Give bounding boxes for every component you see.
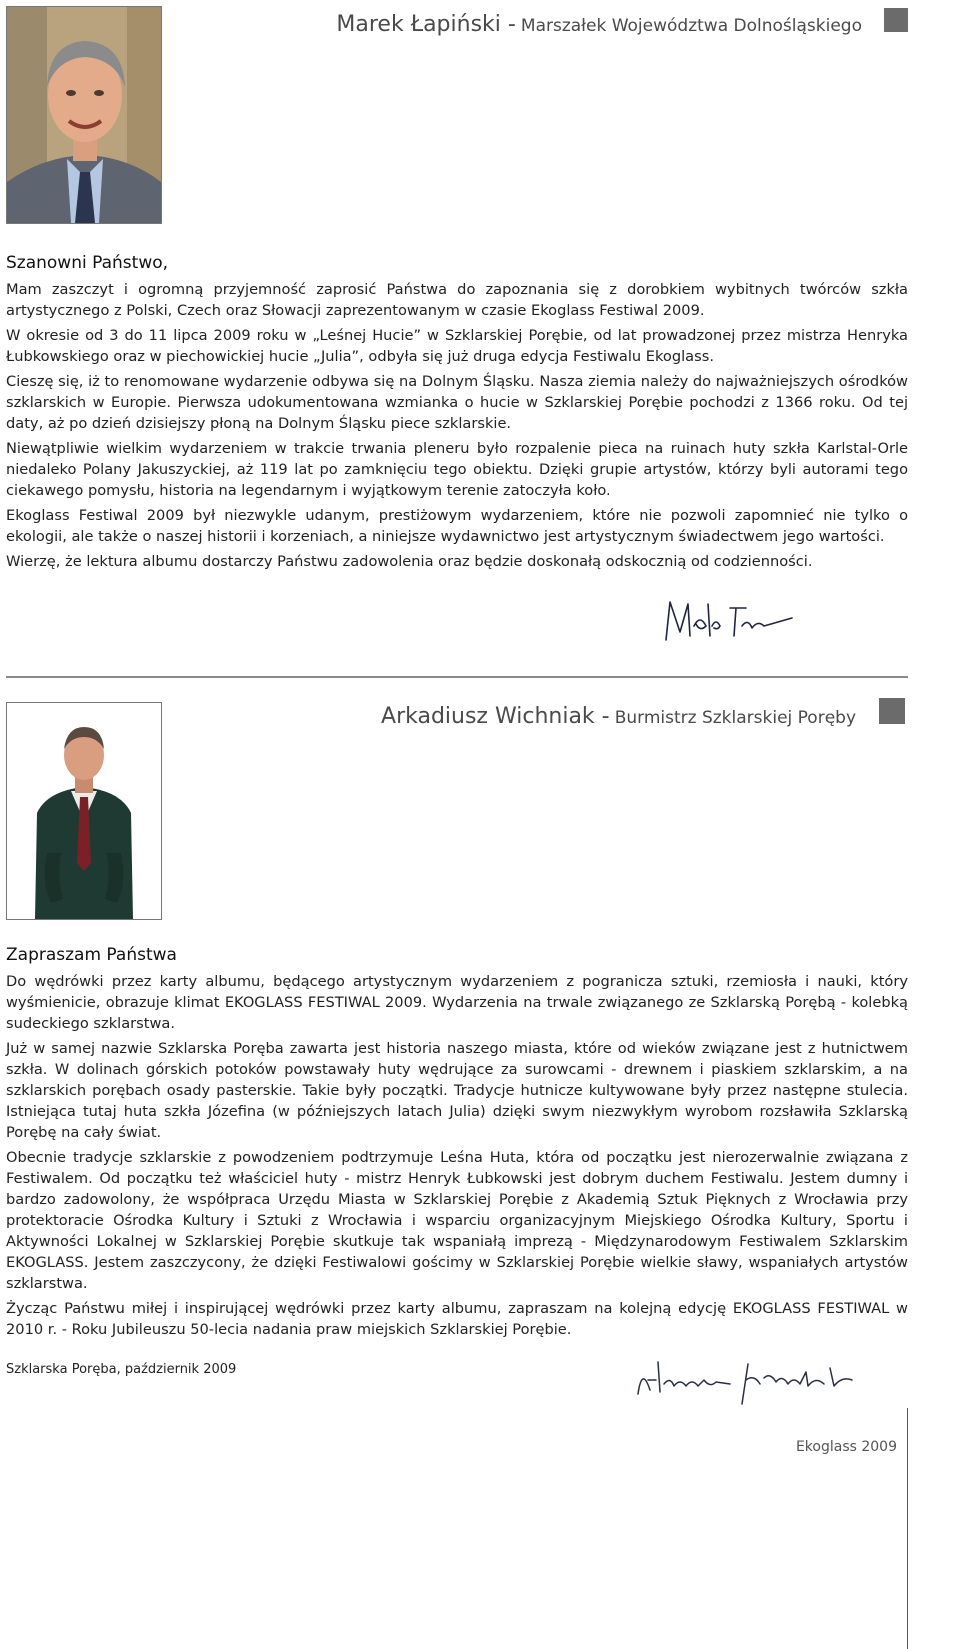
paragraph: Cieszę się, iż to renomowane wydarzenie odbywa się na Dolnym Śląsku. Nasza ziemia należy do najważniejszych ośrodków szklarskich w Europie. Pierwsza udokumentowana wzmianka o hucie w Szklarskiej Porębie pochodzi z 1366 roku. Od tej daty, aż po dzień dzisiejszy płoną na Dolnym Śląsku piece szklarskie. — [6, 373, 908, 432]
portrait-marek-lapinski — [6, 6, 162, 224]
decorative-square — [884, 8, 908, 32]
section-2-salutation: Zapraszam Państwa — [6, 945, 177, 965]
paragraph: Obecnie tradycje szklarskie z powodzeniem podtrzymuje Leśna Huta, która od początku jest nierozerwalnie związana z Festiwalem. Od początku też właściciel huty - mistrz Henryk Łubkowski jest dobrym duchem Festiwalu. Jestem dumny i bardzo zadowolony, że współpraca Urzędu Miasta w Szklarskiej Porębie z Akademią Sztuk Pięknych z Wrocławia przy protektoracie Ośrodka Kultury i Sztuki z Wrocławia i wsparciu organizacyjnym Miejskiego Ośrodka Kultury, Sportu i Aktywności Lokalnej w Szklarskiej Porębie skutkuje tak wspaniałą imprezą - Międzynarodowym Festiwalem Szklarskim EKOGLASS. Jestem zaszczycony, że dzięki Festiwalowi gościmy w Szklarskiej Porębie wielkie sławy, wspaniałych artystów szklarstwa. — [6, 1149, 908, 1292]
section-1-role: Marszałek Województwa Dolnośląskiego — [520, 16, 862, 36]
section-2-heading — [381, 704, 856, 729]
paragraph: Wierzę, że lektura albumu dostarczy Państwu zadowolenia oraz będzie doskonałą odskocznią od codzienności. — [6, 553, 813, 570]
signature-marek-lapinski — [660, 596, 800, 646]
paragraph: Życząc Państwu miłej i inspirującej wędrówki przez karty albumu, zapraszam na kolejną edycję EKOGLASS FESTIWAL w 2010 r. - Roku Jubileuszu 50-lecia nadania praw miejskich Szklarskiej Porębie. — [6, 1300, 908, 1338]
section-1-body — [6, 279, 908, 576]
section-1-name: Marek Łapiński - — [336, 12, 516, 37]
section-divider — [6, 676, 908, 678]
paragraph: Już w samej nazwie Szklarska Poręba zawarta jest historia naszego miasta, które od wieków związane jest z hutnictwem szkła. W dolinach górskich potoków powstawały huty wędrujące za surowcami - drewnem i piaskiem szklarskim, a na szklarskich porębach osady pasterskie. Takie były początki. Tradycje hutnicze kultywowane były przez następne stulecia. Istniejąca tutaj huta szkła Józefina (w późniejszych latach Julia) dzięki swym niezwykłym wyrobom rozsławiła Szklarską Porębę na cały świat. — [6, 1040, 908, 1141]
paragraph: Niewątpliwie wielkim wydarzeniem w trakcie trwania pleneru było rozpalenie pieca na ruinach huty szkła Karlstal-Orle niedaleko Polany Jakuszyckiej, aż 119 lat po zamknięciu tego obiektu. Dzięki grupie artystów, którzy byli autorami tego ciekawego pomysłu, historia na legendarnym i wyjątkowym terenie zatoczyła koło. — [6, 440, 908, 499]
place-date: Szklarska Poręba, październik 2009 — [6, 1362, 237, 1377]
vertical-line — [907, 1408, 908, 1649]
section-1-salutation: Szanowni Państwo, — [6, 253, 169, 273]
section-2-body — [6, 971, 908, 1344]
decorative-square — [879, 698, 905, 724]
signature-arkadiusz-wichniak — [630, 1350, 870, 1412]
paragraph: Ekoglass Festiwal 2009 był niezwykle udanym, prestiżowym wydarzeniem, które nie pozwoli zapomnieć nie tylko o ekologii, ale także o naszej historii i korzeniach, a niniejsze wydawnictwo jest artystycznym świadectwem jego wartości. — [6, 507, 908, 545]
section-2-name: Arkadiusz Wichniak - — [381, 704, 610, 729]
footer-label: Ekoglass 2009 — [795, 1439, 897, 1455]
paragraph: Mam zaszczyt i ogromną przyjemność zaprosić Państwa do zapoznania się z dorobkiem wybitnych twórców szkła artystycznego z Polski, Czech oraz Słowacji zaprezentowanym w czasie Ekoglass Festiwal 2009. — [6, 281, 908, 319]
paragraph: Do wędrówki przez karty albumu, będącego artystycznym wydarzeniem z pogranicza sztuki, rzemiosła i nauki, który wyśmienicie, obrazuje klimat EKOGLASS FESTIWAL 2009. Wydarzenia na trwale związanego ze Szklarską Porębą - kolebką sudeckiego szklarstwa. — [6, 973, 908, 1032]
paragraph: W okresie od 3 do 11 lipca 2009 roku w „Leśnej Hucie” w Szklarskiej Porębie, od lat prowadzonej przez mistrza Henryka Łubkowskiego oraz w piechowickiej hucie „Julia”, odbyła się już druga edycja Festiwalu Ekoglass. — [6, 327, 908, 365]
section-2-role: Burmistrz Szklarskiej Poręby — [614, 708, 856, 728]
section-1-heading — [336, 12, 862, 37]
portrait-arkadiusz-wichniak — [6, 702, 162, 920]
